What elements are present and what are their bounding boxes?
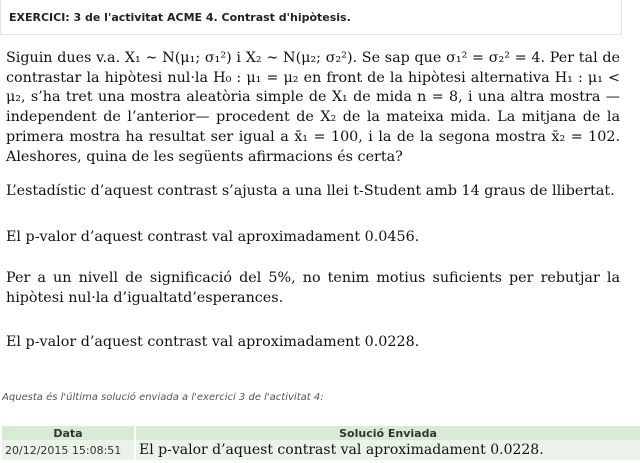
exercise-header bbox=[0, 0, 622, 35]
answer-option-1[interactable]: L’estadístic d’aquest contrast s’ajusta a una llei t-Student amb 14 graus de llibertat. bbox=[6, 183, 615, 199]
answer-option-4[interactable]: El p-valor d’aquest contrast val aproximadament 0.0228. bbox=[6, 334, 420, 350]
answer-option-3[interactable]: Per a un nivell de significació del 5%, no tenim motius suficients per rebutjar la hipòtesi nul·la d’igualtatd’esperances. bbox=[6, 270, 620, 306]
table-row bbox=[2, 440, 640, 460]
answer-option-2[interactable]: El p-valor d’aquest contrast val aproximadament 0.0456. bbox=[6, 229, 420, 245]
column-header-solution: Solució Enviada bbox=[135, 426, 640, 440]
exercise-title: EXERCICI: 3 de l'activitat ACME 4. Contrast d'hipòtesis. bbox=[9, 11, 351, 24]
solution-value: El p-valor d’aquest contrast val aproximadament 0.0228. bbox=[135, 440, 640, 460]
solution-date: 20/12/2015 15:08:51 bbox=[2, 440, 135, 460]
column-header-date: Data bbox=[2, 426, 135, 440]
solution-table bbox=[2, 426, 640, 460]
last-solution-note: Aquesta és l'última solució enviada a l'exercici 3 de l'activitat 4: bbox=[2, 392, 324, 403]
exercise-statement: Siguin dues v.a. X₁ ∼ N(μ₁; σ₁²) i X₂ ∼ N(μ₂; σ₂²). Se sap que σ₁² = σ₂² = 4. Per tal de contrastar la hipòtesi nul·la H₀ : μ₁ = μ₂ en front de la hipòtesi alternativa H₁ : μ₁ < μ₂, s’ha tret una mostra aleatòria simple de X₁ de mida n = 8, i una altra mostra —independent de l’anterior— procedent de X₂ de la mateixa mida. La mitjana de la primera mostra ha resultat ser igual a x̄₁ = 100, i la de la segona mostra x̄₂ = 102. Aleshores, quina de les següents afirmacions és certa? bbox=[6, 50, 620, 165]
